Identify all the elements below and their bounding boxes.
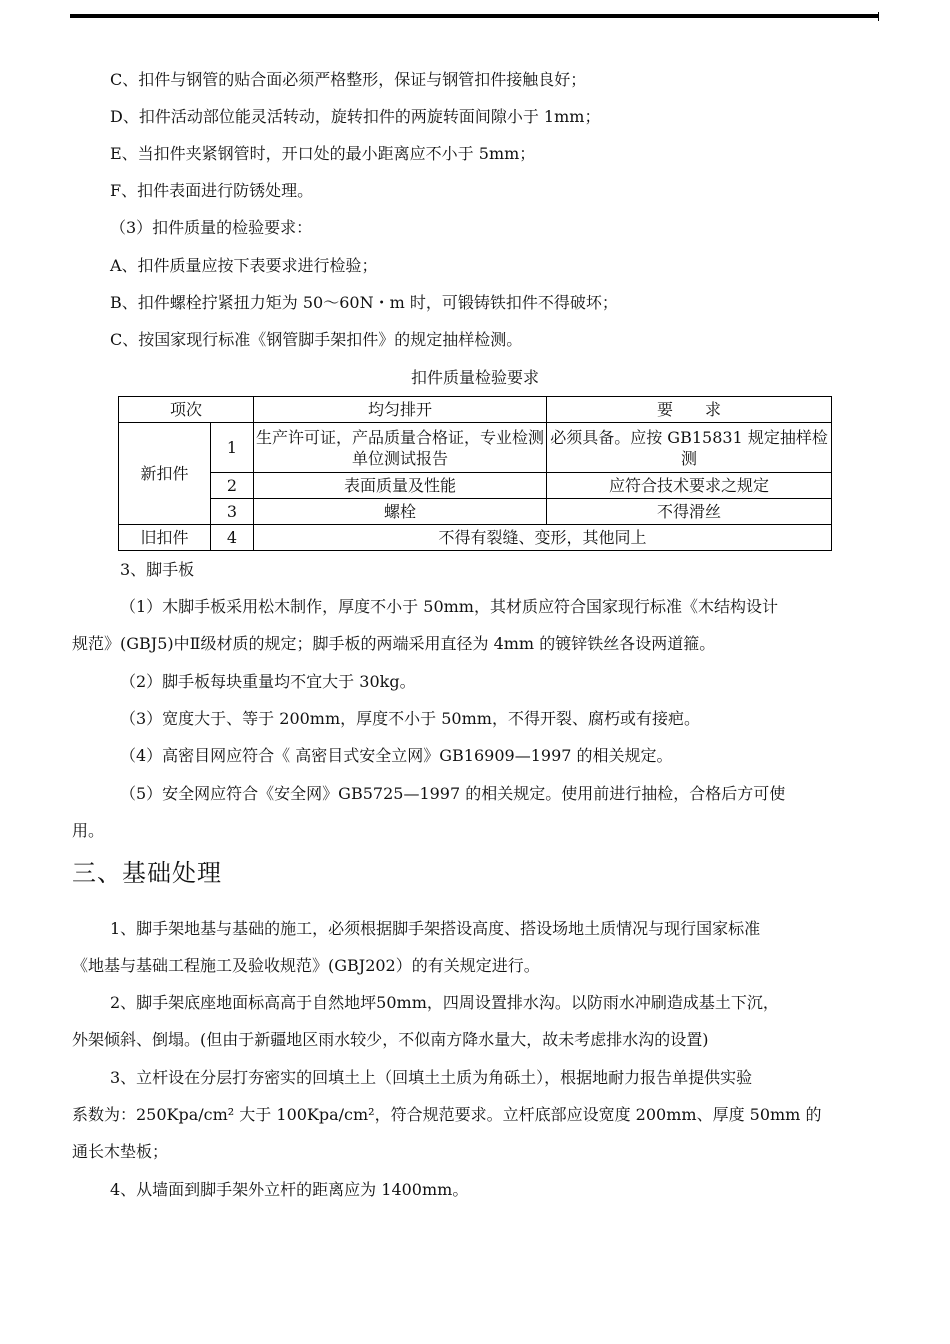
text-line: 通长木垫板； bbox=[72, 1142, 169, 1161]
text-line: （2）脚手板每块重量均不宜大于 30kg。 bbox=[120, 672, 416, 691]
text-line: A、扣件质量应按下表要求进行检验； bbox=[110, 256, 378, 275]
row-requirement: 必须具备。应按 GB15831 规定抽样检测 bbox=[547, 423, 832, 473]
table-header-row bbox=[119, 397, 832, 423]
row-item: 生产许可证，产品质量合格证，专业检测单位测试报告 bbox=[254, 423, 547, 473]
table-row bbox=[119, 473, 832, 499]
row-number: 2 bbox=[211, 473, 254, 499]
top-rule bbox=[70, 14, 878, 18]
text-line: （4）高密目网应符合《 高密目式安全立网》GB16909—1997 的相关规定。 bbox=[120, 746, 673, 765]
text-line: 用。 bbox=[72, 821, 105, 840]
text-line: C、按国家现行标准《钢管脚手架扣件》的规定抽样检测。 bbox=[110, 330, 523, 349]
table-row bbox=[119, 525, 832, 551]
fastener-quality-table bbox=[118, 396, 832, 551]
text-line: （3）宽度大于、等于 200mm，厚度不小于 50mm，不得开裂、腐朽或有接疤。 bbox=[120, 709, 700, 728]
text-line: 规范》(GBJ5)中Ⅱ级材质的规定；脚手板的两端采用直径为 4mm 的镀锌铁丝各设两道箍。 bbox=[72, 634, 716, 653]
header-item-no: 项次 bbox=[119, 397, 254, 423]
subsection-title: 3、脚手板 bbox=[120, 560, 195, 579]
text-line: 《地基与基础工程施工及验收规范》(GBJ202）的有关规定进行。 bbox=[72, 956, 540, 975]
row-item: 螺栓 bbox=[254, 499, 547, 525]
text-line: 2、脚手架底座地面标高高于自然地坪50mm，四周设置排水沟。以防雨水冲刷造成基土下沉， bbox=[110, 993, 779, 1012]
text-line: （3）扣件质量的检验要求： bbox=[110, 218, 313, 237]
text-line: 系数为：250Kpa/cm² 大于 100Kpa/cm²，符合规范要求。立杆底部应设宽度 200mm、厚度 50mm 的 bbox=[72, 1105, 822, 1124]
text-line: 1、脚手架地基与基础的施工，必须根据脚手架搭设高度、搭设场地土质情况与现行国家标准 bbox=[110, 919, 761, 938]
text-line: B、扣件螺栓拧紧扭力矩为 50～60N・m 时，可锻铸铁扣件不得破坏； bbox=[110, 293, 618, 312]
table-row bbox=[119, 423, 832, 473]
text-line: D、扣件活动部位能灵活转动，旋转扣件的两旋转面间隙小于 1mm； bbox=[110, 107, 601, 126]
top-rule-end-mark bbox=[878, 12, 879, 21]
text-line: （5）安全网应符合《安全网》GB5725—1997 的相关规定。使用前进行抽检，合格后方可使 bbox=[120, 784, 786, 803]
text-line: （1）木脚手板采用松木制作，厚度不小于 50mm，其材质应符合国家现行标准《木结构设计 bbox=[120, 597, 778, 616]
row-number: 4 bbox=[211, 525, 254, 551]
table-row bbox=[119, 499, 832, 525]
text-line: 4、从墙面到脚手架外立杆的距离应为 1400mm。 bbox=[110, 1180, 469, 1199]
group-new-fastener: 新扣件 bbox=[119, 423, 211, 525]
row-merged-requirement: 不得有裂缝、变形，其他同上 bbox=[254, 525, 832, 551]
header-item: 均匀排开 bbox=[254, 397, 547, 423]
header-requirement: 要 求 bbox=[547, 397, 832, 423]
row-requirement: 不得滑丝 bbox=[547, 499, 832, 525]
row-number: 3 bbox=[211, 499, 254, 525]
row-item: 表面质量及性能 bbox=[254, 473, 547, 499]
section-heading: 三、基础处理 bbox=[72, 859, 222, 887]
text-line: F、扣件表面进行防锈处理。 bbox=[110, 181, 314, 200]
row-number: 1 bbox=[211, 423, 254, 473]
text-line: 外架倾斜、倒塌。(但由于新疆地区雨水较少，不似南方降水量大，故未考虑排水沟的设置) bbox=[72, 1030, 709, 1049]
text-line: 3、立杆设在分层打夯密实的回填土上（回填土土质为角砾土），根据地耐力报告单提供实验 bbox=[110, 1068, 753, 1087]
row-requirement: 应符合技术要求之规定 bbox=[547, 473, 832, 499]
text-line: E、当扣件夹紧钢管时，开口处的最小距离应不小于 5mm； bbox=[110, 144, 536, 163]
group-old-fastener: 旧扣件 bbox=[119, 525, 211, 551]
text-line: C、扣件与钢管的贴合面必须严格整形，保证与钢管扣件接触良好； bbox=[110, 70, 587, 89]
table-caption: 扣件质量检验要求 bbox=[410, 368, 539, 387]
